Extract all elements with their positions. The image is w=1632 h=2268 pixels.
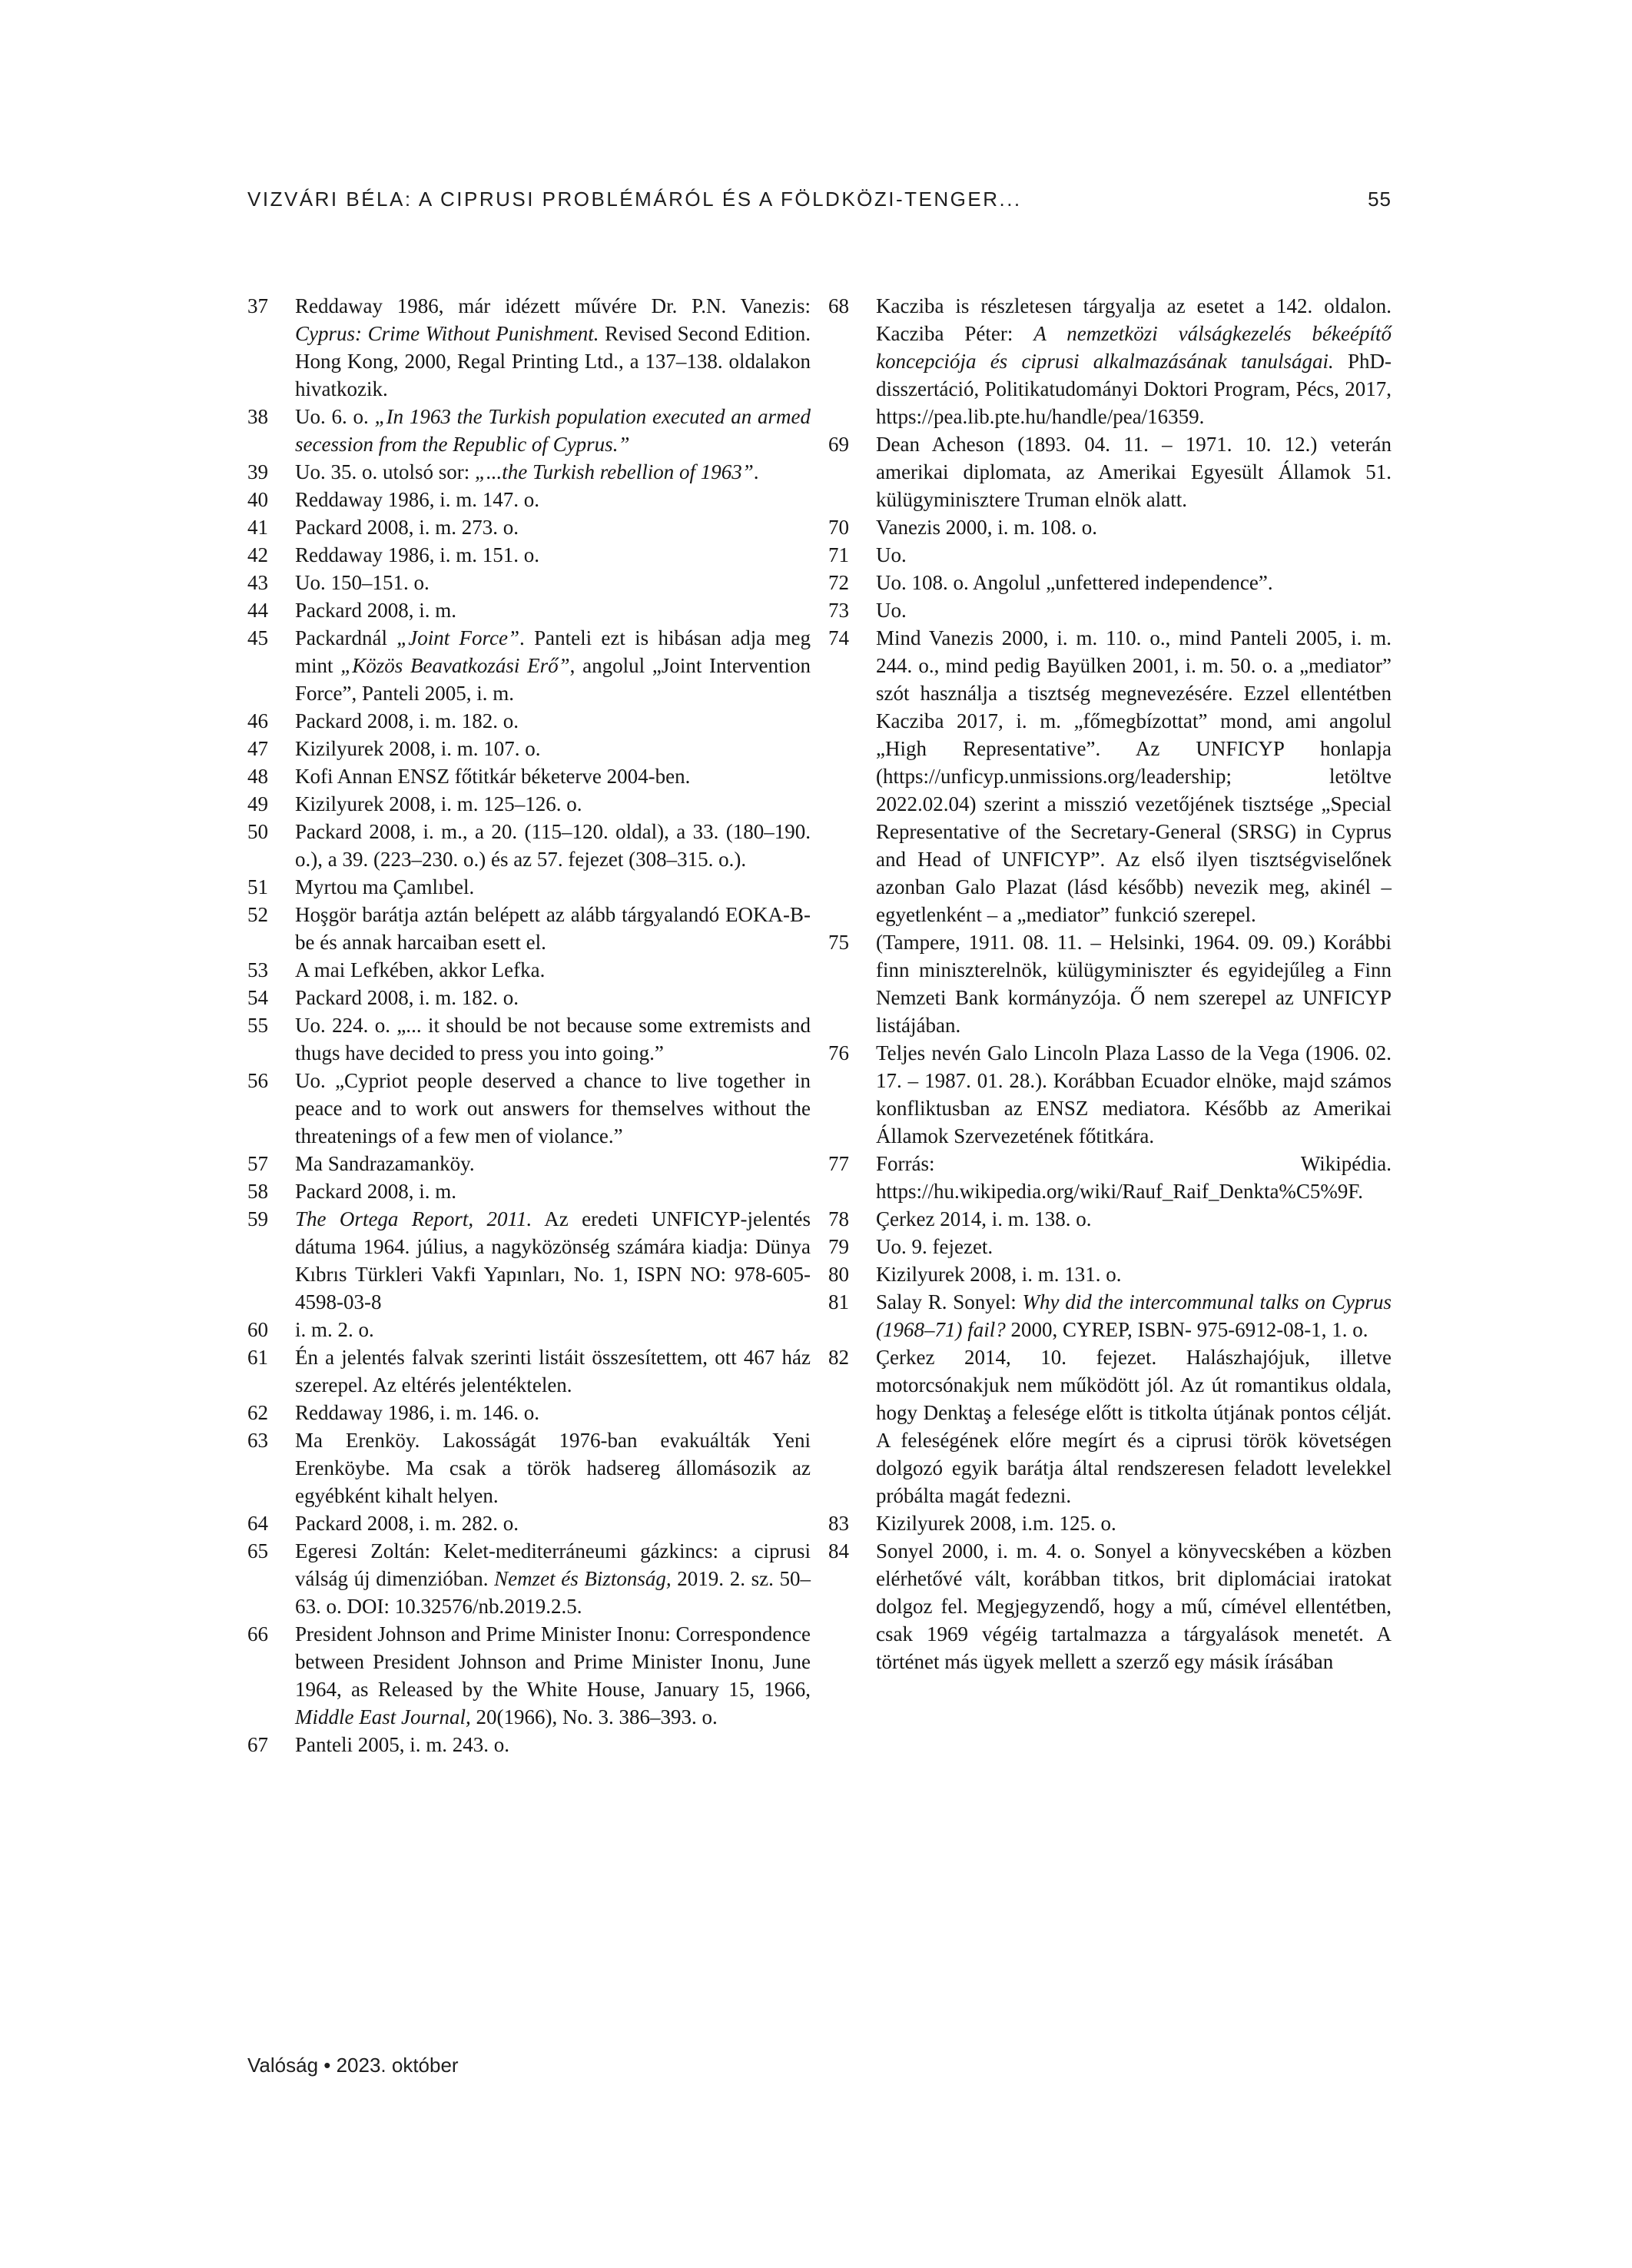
- footnote-text: Packard 2008, i. m.: [295, 599, 456, 622]
- footnote-text: Kofi Annan ENSZ főtitkár béketerve 2004-ben.: [295, 765, 691, 788]
- footnote-item: [247, 735, 811, 762]
- footnotes-section: [247, 292, 1392, 1758]
- footnote-item: [828, 569, 1392, 596]
- footnote-text: Uo. „Cypriot people deserved a chance to live together in peace and to work out answers for themselves without the threatenings of a few men of violance.”: [295, 1069, 811, 1147]
- footnote-item: [247, 1537, 811, 1620]
- footnote-item: [828, 928, 1392, 1039]
- page-footer: [247, 2054, 459, 2077]
- footnote-text: Uo.: [876, 599, 907, 622]
- footnote-text: Vanezis 2000, i. m. 108. o.: [876, 516, 1097, 539]
- footnote-number: 83: [828, 1512, 849, 1535]
- footnote-item: [828, 1509, 1392, 1537]
- footnote-number: 39: [247, 460, 268, 483]
- page-number: 55: [1368, 188, 1392, 211]
- footnote-number: 73: [828, 599, 849, 622]
- footnote-number: 43: [247, 571, 268, 594]
- footnote-text: Uo. 150–151. o.: [295, 571, 430, 594]
- footnote-item: [247, 513, 811, 541]
- footnote-item: [247, 762, 811, 790]
- footnote-item: [247, 624, 811, 707]
- footnote-number: 56: [247, 1069, 268, 1092]
- footnote-number: 50: [247, 820, 268, 843]
- footnote-number: 76: [828, 1041, 849, 1064]
- footnote-number: 47: [247, 737, 268, 760]
- footnote-item: [247, 1316, 811, 1343]
- footnote-text: Uo. 224. o. „... it should be not because some extremists and thugs have decided to press you into going.”: [295, 1014, 811, 1064]
- footnote-text: Reddaway 1986, i. m. 147. o.: [295, 488, 539, 511]
- footnote-item: [247, 1620, 811, 1731]
- footnote-text: Kizilyurek 2008, i. m. 107. o.: [295, 737, 541, 760]
- footnote-item: [247, 1011, 811, 1067]
- footnote-text: Egeresi Zoltán: Kelet-mediterráneumi gázkincs: a ciprusi válság új dimenzióban. Nemzet és Biztonság, 2019. 2. sz. 50–63. o. DOI: 10.32576/nb.2019.2.5.: [295, 1539, 811, 1618]
- footnote-text: Kizilyurek 2008, i.m. 125. o.: [876, 1512, 1116, 1535]
- footnote-number: 48: [247, 765, 268, 788]
- footnote-item: [828, 1150, 1392, 1205]
- footnote-text: Reddaway 1986, i. m. 151. o.: [295, 543, 539, 566]
- footnote-text: Hoşgör barátja aztán belépett az alább tárgyalandó EOKA-B-be és annak harcaiban esett el.: [295, 903, 811, 954]
- footnote-number: 65: [247, 1539, 268, 1562]
- footnote-text: Mind Vanezis 2000, i. m. 110. o., mind Panteli 2005, i. m. 244. o., mind pedig Bayülken 2001, i. m. 50. o. a „mediator” szót használja a tisztség megnevezésére. Ezzel ellentétben Kacziba 2017, i. m. „főmegbízottat” mond, ami angolul „High Representative”. Az UNFICYP honlapja (https://unficyp.unmissions.org/leadership; letöltve 2022.02.04) szerint a misszió vezetőjének tisztsége „Special Representative of the Secretary-General (SRSG) in Cyprus and Head of UNFICYP”. Az első ilyen tisztségviselőnek azonban Galo Plazat (lásd később) nevezik meg, akinél – egyetlenként – a „mediator” funkció szerepel.: [876, 626, 1392, 926]
- footnote-item: [247, 1177, 811, 1205]
- footnote-number: 55: [247, 1014, 268, 1037]
- footnote-item: [828, 1288, 1392, 1343]
- footnote-item: [247, 458, 811, 486]
- footnote-item: [828, 1260, 1392, 1288]
- footnotes-column-left: [247, 292, 811, 1758]
- journal-issue-label: Valóság • 2023. október: [247, 2054, 459, 2077]
- footnote-text: Packard 2008, i. m. 282. o.: [295, 1512, 519, 1535]
- footnote-text: Packard 2008, i. m. 182. o.: [295, 986, 519, 1009]
- footnote-text: Teljes nevén Galo Lincoln Plaza Lasso de la Vega (1906. 02. 17. – 1987. 01. 28.). Korábban Ecuador elnöke, majd számos konfliktusban az ENSZ mediatora. Később az Amerikai Államok Szervezetének főtitkára.: [876, 1041, 1392, 1147]
- footnote-number: 60: [247, 1318, 268, 1341]
- footnote-text: Sonyel 2000, i. m. 4. o. Sonyel a könyvecskében a közben elérhetővé vált, korábban titkos, brit diplomáciai iratokat dolgoz fel. Megjegyzendő, hogy a mű, címével ellentétben, csak 1969 végéig tartalmazza a tárgyalások menetét. A történet más ügyek mellett a szerző egy másik írásában: [876, 1539, 1392, 1673]
- footnote-number: 61: [247, 1346, 268, 1369]
- footnote-text: Packard 2008, i. m.: [295, 1180, 456, 1203]
- footnote-item: [828, 1233, 1392, 1260]
- footnote-text: President Johnson and Prime Minister Inonu: Correspondence between President Johnson and Prime Minister Inonu, June 1964, as Released by the White House, January 15, 1966, Middle East Journal, 20(1966), No. 3. 386–393. o.: [295, 1622, 811, 1728]
- footnote-number: 74: [828, 626, 849, 649]
- footnote-item: [247, 790, 811, 818]
- footnote-item: [828, 596, 1392, 624]
- footnote-number: 62: [247, 1401, 268, 1424]
- footnote-text: Salay R. Sonyel: Why did the intercommunal talks on Cyprus (1968–71) fail? 2000, CYREP, ISBN- 975-6912-08-1, 1. o.: [876, 1290, 1392, 1341]
- footnote-text: Çerkez 2014, i. m. 138. o.: [876, 1207, 1092, 1230]
- footnote-item: [247, 707, 811, 735]
- footnote-number: 54: [247, 986, 268, 1009]
- footnote-number: 82: [828, 1346, 849, 1369]
- footnote-text: Kacziba is részletesen tárgyalja az esetet a 142. oldalon. Kacziba Péter: A nemzetközi válságkezelés békeépítő koncepciója és ciprusi alkalmazásának tanulságai. PhD-disszertáció, Politikatudományi Doktori Program, Pécs, 2017, https://pea.lib.pte.hu/handle/pea/16359.: [876, 294, 1392, 428]
- footnote-text: Packardnál „Joint Force”. Panteli ezt is hibásan adja meg mint „Közös Beavatkozási Erő”, angolul „Joint Intervention Force”, Panteli 2005, i. m.: [295, 626, 811, 705]
- footnote-number: 41: [247, 516, 268, 539]
- footnote-item: [828, 1537, 1392, 1675]
- footnote-number: 42: [247, 543, 268, 566]
- footnote-item: [247, 486, 811, 513]
- footnote-item: [828, 292, 1392, 430]
- footnote-item: [247, 403, 811, 458]
- footnote-item: [828, 513, 1392, 541]
- footnote-text: Uo. 108. o. Angolul „unfettered independence”.: [876, 571, 1273, 594]
- footnote-text: Uo. 9. fejezet.: [876, 1235, 993, 1258]
- footnote-text: Dean Acheson (1893. 04. 11. – 1971. 10. 12.) veterán amerikai diplomata, az Amerikai Egyesült Államok 51. külügyminisztere Truman elnök alatt.: [876, 433, 1392, 511]
- footnote-text: Uo. 35. o. utolsó sor: „...the Turkish rebellion of 1963”.: [295, 460, 759, 483]
- footnote-text: i. m. 2. o.: [295, 1318, 374, 1341]
- footnote-text: Panteli 2005, i. m. 243. o.: [295, 1733, 509, 1756]
- footnote-text: Uo.: [876, 543, 907, 566]
- footnote-text: Én a jelentés falvak szerinti listáit összesítettem, ott 467 ház szerepel. Az eltérés jelentéktelen.: [295, 1346, 811, 1396]
- footnote-item: [247, 1150, 811, 1177]
- footnote-number: 51: [247, 875, 268, 898]
- footnote-item: [247, 569, 811, 596]
- footnote-item: [247, 1426, 811, 1509]
- footnote-number: 81: [828, 1290, 849, 1313]
- footnote-number: 77: [828, 1152, 849, 1175]
- footnote-number: 46: [247, 709, 268, 732]
- footnote-number: 38: [247, 405, 268, 428]
- footnote-item: [828, 1039, 1392, 1150]
- footnote-text: A mai Lefkében, akkor Lefka.: [295, 958, 546, 981]
- footnote-number: 49: [247, 792, 268, 815]
- footnote-text: Myrtou ma Çamlıbel.: [295, 875, 475, 898]
- footnote-item: [247, 956, 811, 984]
- footnote-text: Ma Erenköy. Lakosságát 1976-ban evakuálták Yeni Erenköybe. Ma csak a török hadsereg állomásozik az egyébként kihalt helyen.: [295, 1429, 811, 1507]
- footnote-number: 70: [828, 516, 849, 539]
- footnote-number: 59: [247, 1207, 268, 1230]
- footnote-number: 57: [247, 1152, 268, 1175]
- footnote-text: Ma Sandrazamanköy.: [295, 1152, 475, 1175]
- footnote-item: [828, 541, 1392, 569]
- footnote-text: Kizilyurek 2008, i. m. 131. o.: [876, 1263, 1122, 1286]
- footnote-number: 40: [247, 488, 268, 511]
- footnote-text: Çerkez 2014, 10. fejezet. Halászhajójuk, illetve motorcsónakjuk nem működött jól. Az út romantikus oldala, hogy Denktaş a felesége előtt is titkolta útjának pontos célját. A feleségének előre megírt és a ciprusi török követségen dolgozó egyik barátja által rendszeresen feladott levelekkel próbálta magát fedezni.: [876, 1346, 1392, 1507]
- footnote-item: [828, 1343, 1392, 1509]
- footnote-number: 84: [828, 1539, 849, 1562]
- footnote-number: 69: [828, 433, 849, 456]
- footnote-number: 79: [828, 1235, 849, 1258]
- footnote-number: 45: [247, 626, 268, 649]
- footnote-number: 66: [247, 1622, 268, 1645]
- footnote-number: 44: [247, 599, 268, 622]
- footnote-number: 52: [247, 903, 268, 926]
- footnote-number: 72: [828, 571, 849, 594]
- footnote-item: [247, 1731, 811, 1758]
- footnote-text: Kizilyurek 2008, i. m. 125–126. o.: [295, 792, 582, 815]
- footnote-item: [247, 1205, 811, 1316]
- footnote-item: [828, 430, 1392, 513]
- footnote-text: Reddaway 1986, már idézett művére Dr. P.N. Vanezis: Cyprus: Crime Without Punishment. Revised Second Edition. Hong Kong, 2000, Regal Printing Ltd., a 137–138. oldalakon hivatkozik.: [295, 294, 811, 400]
- footnote-text: Packard 2008, i. m. 182. o.: [295, 709, 519, 732]
- footnote-number: 67: [247, 1733, 268, 1756]
- footnote-number: 75: [828, 931, 849, 954]
- footnote-text: Reddaway 1986, i. m. 146. o.: [295, 1401, 539, 1424]
- footnote-item: [247, 984, 811, 1011]
- running-title: VIZVÁRI BÉLA: A CIPRUSI PROBLÉMÁRÓL ÉS A FÖLDKÖZI-TENGER...: [247, 188, 1022, 211]
- footnote-text: (Tampere, 1911. 08. 11. – Helsinki, 1964. 09. 09.) Korábbi finn miniszterelnök, külügyminiszter és egyidejűleg a Finn Nemzeti Bank kormányzója. Ő nem szerepel az UNFICYP listájában.: [876, 931, 1392, 1037]
- footnote-number: 64: [247, 1512, 268, 1535]
- footnote-number: 78: [828, 1207, 849, 1230]
- footnote-number: 58: [247, 1180, 268, 1203]
- footnote-number: 63: [247, 1429, 268, 1452]
- footnote-item: [247, 596, 811, 624]
- page-header: [247, 188, 1392, 211]
- footnote-number: 37: [247, 294, 268, 317]
- footnote-item: [247, 818, 811, 873]
- footnote-item: [247, 1399, 811, 1426]
- footnote-text: Forrás: Wikipédia. https://hu.wikipedia.org/wiki/Rauf_Raif_Denkta%C5%9F.: [876, 1152, 1392, 1203]
- footnote-text: Uo. 6. o. „In 1963 the Turkish population executed an armed secession from the Republic of Cyprus.”: [295, 405, 811, 456]
- footnote-text: The Ortega Report, 2011. Az eredeti UNFICYP-jelentés dátuma 1964. július, a nagyközönség számára kiadja: Dünya Kıbrıs Türkleri Vakfi Yapınları, No. 1, ISPN NO: 978-605-4598-03-8: [295, 1207, 811, 1313]
- footnote-item: [828, 1205, 1392, 1233]
- footnote-item: [828, 624, 1392, 928]
- footnote-item: [247, 873, 811, 901]
- footnote-item: [247, 901, 811, 956]
- footnote-number: 71: [828, 543, 849, 566]
- footnote-item: [247, 1509, 811, 1537]
- footnote-number: 68: [828, 294, 849, 317]
- footnote-item: [247, 292, 811, 403]
- footnote-text: Packard 2008, i. m. 273. o.: [295, 516, 519, 539]
- footnote-number: 53: [247, 958, 268, 981]
- footnotes-column-right: [828, 292, 1392, 1758]
- footnote-item: [247, 1067, 811, 1150]
- footnote-item: [247, 541, 811, 569]
- footnote-text: Packard 2008, i. m., a 20. (115–120. oldal), a 33. (180–190. o.), a 39. (223–230. o.) és az 57. fejezet (308–315. o.).: [295, 820, 811, 871]
- footnote-number: 80: [828, 1263, 849, 1286]
- footnote-item: [247, 1343, 811, 1399]
